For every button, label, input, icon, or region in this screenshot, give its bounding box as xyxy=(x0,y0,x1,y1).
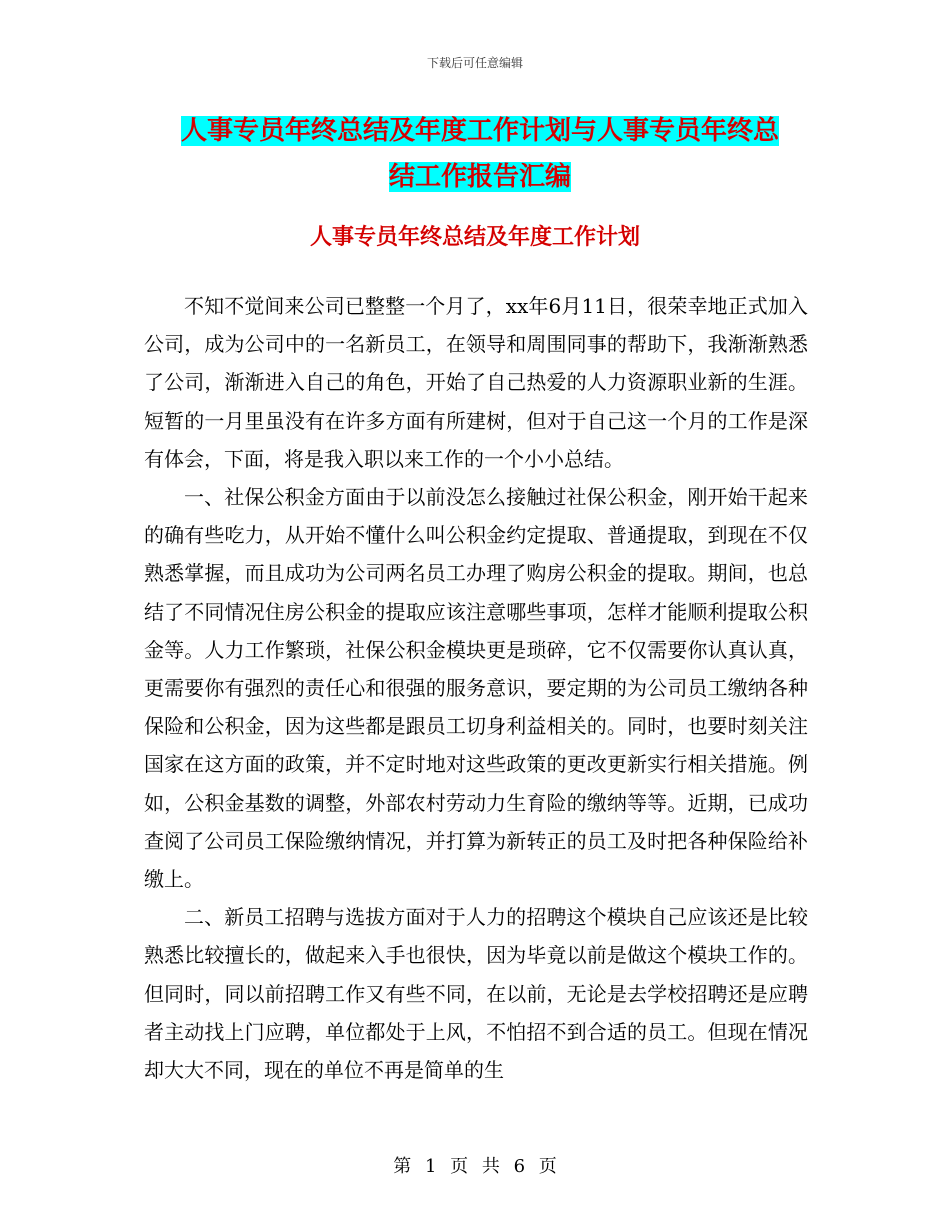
document-title xyxy=(140,108,820,200)
total-label: 共 xyxy=(481,1156,500,1177)
header-note: 下载后可任意编辑 xyxy=(426,56,523,70)
page-label: 第 xyxy=(393,1156,412,1177)
page-total: 6 xyxy=(513,1156,526,1177)
paragraph: 不知不觉间来公司已整整一个月了，xx年6月11日，很荣幸地正式加入公司，成为公司中的一名新员工，在领导和周围同事的帮助下，我渐渐熟悉了公司，渐渐进入自己的角色，开始了自己热爱的人力资源职业新的生涯。短暂的一月里虽没有在许多方面有所建树，但对于自己这一个月的工作是深有体会，下面，将是我入职以来工作的一个小小总结。 xyxy=(144,294,808,471)
document-title-line-1: 人事专员年终总结及年度工作计划与人事专员年终总 xyxy=(180,116,779,146)
page-footer xyxy=(0,1152,950,1178)
total-unit: 页 xyxy=(538,1156,557,1177)
paragraph: 二、新员工招聘与选拔方面对于人力的招聘这个模块自己应该还是比较熟悉比较擅长的，做起来入手也很快，因为毕竟以前是做这个模块工作的。但同时，同以前招聘工作又有些不同，在以前，无论是去学校招聘还是应聘者主动找上门应聘，单位都处于上风，不怕招不到合适的员工。但现在情况却大大不同，现在的单位不再是简单的生 xyxy=(144,905,808,1083)
section-title: 人事专员年终总结及年度工作计划 xyxy=(309,225,640,250)
document-body xyxy=(144,287,808,1089)
paragraph: 一、社保公积金方面由于以前没怎么接触过社保公积金，刚开始干起来的确有些吃力，从开始不懂什么叫公积金约定提取、普通提取，到现在不仅熟悉掌握，而且成功为公司两名员工办理了购房公积金的提取。期间，也总结了不同情况住房公积金的提取应该注意哪些事项，怎样才能顺利提取公积金等。人力工作繁琐，社保公积金模块更是琐碎，它不仅需要你认真认真，更需要你有强烈的责任心和很强的服务意识，要定期的为公司员工缴纳各种保险和公积金，因为这些都是跟员工切身利益相关的。同时，也要时刻关注国家在这方面的政策，并不定时地对这些政策的更改更新实行相关措施。例如，公积金基数的调整，外部农村劳动力生育险的缴纳等等。近期，已成功查阅了公司员工保险缴纳情况，并打算为新转正的员工及时把各种保险给补缴上。 xyxy=(144,485,808,892)
page-unit: 页 xyxy=(450,1156,469,1177)
document-title-line-2: 结工作报告汇编 xyxy=(388,162,571,192)
page-current: 1 xyxy=(424,1156,437,1177)
